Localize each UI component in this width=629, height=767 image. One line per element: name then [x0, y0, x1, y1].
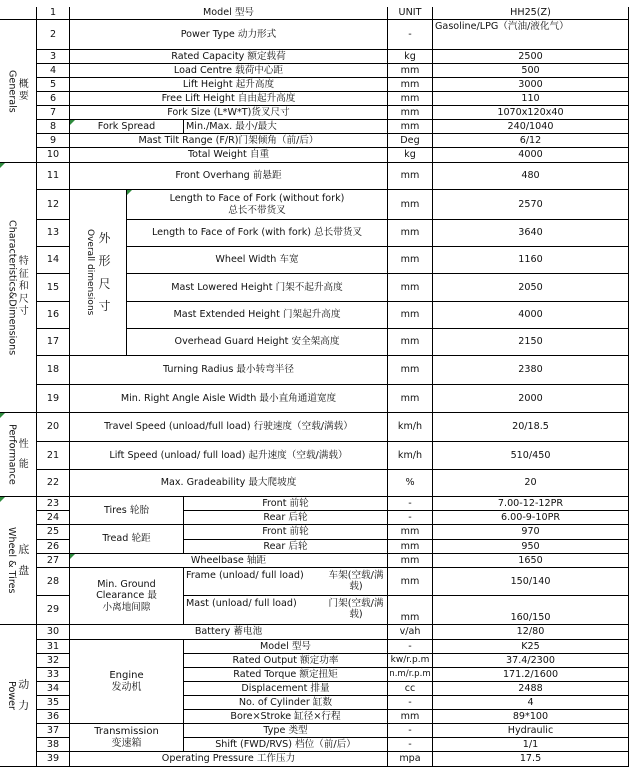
- group-characteristics: [0, 163, 37, 413]
- clearance-line-3: 小离地间隙: [102, 601, 151, 613]
- row-number: 36: [37, 710, 70, 724]
- row-label: Mast Lowered Height 门架不起升高度: [127, 274, 388, 302]
- row-value: 4000: [433, 302, 629, 329]
- row-unit: mm: [388, 163, 433, 190]
- row-label: [184, 596, 388, 625]
- row-number: 10: [37, 148, 70, 163]
- row-label: Rated Capacity 额定载荷: [70, 50, 388, 64]
- header-model: Model 型号: [70, 7, 388, 20]
- row-number: 24: [37, 511, 70, 525]
- row-label: Displacement 排量: [184, 682, 388, 696]
- row-unit: mm: [388, 568, 433, 596]
- row-label: Fork Size (L*W*T)货叉尺寸: [70, 106, 388, 120]
- row-number: 29: [37, 596, 70, 625]
- row-value: 2488: [433, 682, 629, 696]
- row-unit: mm: [388, 596, 433, 625]
- group-wheel-tires: [0, 497, 37, 625]
- row-unit: -: [388, 640, 433, 654]
- row-label: Shift (FWD/RVS) 档位（前/后）: [184, 738, 388, 752]
- row-label-cn: 车架(空载/满载): [328, 570, 384, 593]
- row-label: Wheelbase 轴距: [70, 554, 388, 568]
- row-number: 3: [37, 50, 70, 64]
- row-unit: mm: [388, 525, 433, 540]
- group-wheel-en: Wheel & Tires: [5, 527, 17, 594]
- row-unit: Deg: [388, 134, 433, 148]
- row-label: Type 类型: [184, 724, 388, 738]
- row-number: 31: [37, 640, 70, 654]
- row-number: 23: [37, 497, 70, 511]
- row-label: Turning Radius 最小转弯半径: [70, 356, 388, 385]
- row-label: Lift Speed (unload/ full load) 起升速度（空载/满载）: [70, 442, 388, 470]
- row-value: 17.5: [433, 752, 629, 767]
- row-value: 1070x120x40: [433, 106, 629, 120]
- group-performance-en: Performance: [6, 424, 18, 485]
- row-number: 12: [37, 190, 70, 220]
- row-value: 4000: [433, 148, 629, 163]
- row-value: 4: [433, 696, 629, 710]
- row-number: 19: [37, 385, 70, 413]
- row-label: Overhead Guard Height 安全架高度: [127, 329, 388, 356]
- subgroup-transmission: [70, 724, 184, 752]
- transmission-cn: 变速箱: [111, 737, 142, 749]
- row-label: Operating Pressure 工作压力: [70, 752, 388, 767]
- row-unit: mm: [388, 247, 433, 274]
- row-number: 37: [37, 724, 70, 738]
- header-value: HH25(Z): [433, 7, 629, 20]
- row-unit: mm: [388, 540, 433, 554]
- row-unit: -: [388, 738, 433, 752]
- row-label: Rear 后轮: [184, 540, 388, 554]
- row-number: 38: [37, 738, 70, 752]
- subgroup-tread: Tread 轮距: [70, 525, 184, 554]
- group-generals-cn: 概 要: [18, 78, 29, 102]
- subgroup-overall-dimensions: [70, 190, 127, 356]
- row-value: 970: [433, 525, 629, 540]
- group-characteristics-cn: 特征和尺寸: [18, 256, 29, 318]
- subgroup-overall-cn: 外形尺寸: [98, 230, 111, 314]
- group-wheel-cn: 底 盘: [18, 542, 30, 577]
- row-label: Rated Output 额定功率: [184, 654, 388, 668]
- row-unit: -: [388, 511, 433, 525]
- clearance-line-1: Min. Ground: [97, 579, 156, 591]
- group-generals: [0, 20, 37, 163]
- row-unit: km/h: [388, 413, 433, 442]
- row-number: 35: [37, 696, 70, 710]
- row-number: 22: [37, 470, 70, 497]
- row-unit: mm: [388, 78, 433, 92]
- row-number: 11: [37, 163, 70, 190]
- row-value: 2500: [433, 50, 629, 64]
- row-value: 240/1040: [433, 120, 629, 134]
- row-label-cn: 总长不带货叉: [228, 204, 286, 216]
- row-value: 950: [433, 540, 629, 554]
- group-generals-en: Generals: [6, 69, 18, 113]
- row-unit: cc: [388, 682, 433, 696]
- row-number: 1: [37, 7, 70, 20]
- row-value: 1650: [433, 554, 629, 568]
- row-label: Front 前轮: [184, 525, 388, 540]
- row-value: 2050: [433, 274, 629, 302]
- row-number: 27: [37, 554, 70, 568]
- row-unit: mm: [388, 356, 433, 385]
- row-value: 3640: [433, 220, 629, 247]
- row-label: Front Overhang 前悬距: [70, 163, 388, 190]
- row-label: Rear 后轮: [184, 511, 388, 525]
- row-number: 25: [37, 525, 70, 540]
- row-label: Mast Extended Height 门架起升高度: [127, 302, 388, 329]
- row-unit: mm: [388, 302, 433, 329]
- row-number: 4: [37, 64, 70, 78]
- row-value: Gasoline/LPG（汽油/液化气）: [433, 20, 629, 50]
- row-unit: %: [388, 470, 433, 497]
- row-unit: -: [388, 497, 433, 511]
- row-number: 2: [37, 20, 70, 50]
- row-number: 7: [37, 106, 70, 120]
- subgroup-tires: Tires 轮胎: [70, 497, 184, 525]
- row-label: Total Weight 自重: [70, 148, 388, 163]
- subgroup-overall-en: Overall dimensions: [85, 229, 95, 316]
- row-value: 20/18.5: [433, 413, 629, 442]
- row-value: 6/12: [433, 134, 629, 148]
- row-number: 15: [37, 274, 70, 302]
- row-number: 32: [37, 654, 70, 668]
- row-unit: -: [388, 696, 433, 710]
- row-unit: mm: [388, 220, 433, 247]
- row-label: No. of Cylinder 缸数: [184, 696, 388, 710]
- row-value: 510/450: [433, 442, 629, 470]
- row-unit: mm: [388, 329, 433, 356]
- transmission-en: Transmission: [94, 726, 159, 737]
- row-number: 39: [37, 752, 70, 767]
- clearance-line-2: Clearance 最: [96, 590, 157, 602]
- row-number: 16: [37, 302, 70, 329]
- row-number: 18: [37, 356, 70, 385]
- subgroup-engine: [70, 640, 184, 724]
- row-value: 12/80: [433, 625, 629, 640]
- row-value: 160/150: [433, 596, 629, 625]
- row-number: 20: [37, 413, 70, 442]
- row-label: Lift Height 起升高度: [70, 78, 388, 92]
- row-label: Power Type 动力形式: [70, 20, 388, 50]
- group-power: [0, 625, 37, 767]
- row-unit: kg: [388, 50, 433, 64]
- row-value: 37.4/2300: [433, 654, 629, 668]
- row-label-cn: 门架(空载/满载): [328, 598, 384, 621]
- row-value: 2000: [433, 385, 629, 413]
- row-unit: kw/r.p.m: [388, 654, 433, 668]
- row-unit: mm: [388, 274, 433, 302]
- row-label: Length to Face of Fork (with fork) 总长带货叉: [127, 220, 388, 247]
- row-unit: mm: [388, 120, 433, 134]
- row-unit: mm: [388, 64, 433, 78]
- row-unit: mm: [388, 190, 433, 220]
- row-unit: mm: [388, 710, 433, 724]
- engine-en: Engine: [109, 670, 144, 681]
- row-label: Front 前轮: [184, 497, 388, 511]
- row-value: 1160: [433, 247, 629, 274]
- row-value: 171.2/1600: [433, 668, 629, 682]
- row-number: 21: [37, 442, 70, 470]
- row-unit: mpa: [388, 752, 433, 767]
- group-power-en: Power: [5, 680, 17, 710]
- row-value: 89*100: [433, 710, 629, 724]
- row-label: Model 型号: [184, 640, 388, 654]
- row-value: 480: [433, 163, 629, 190]
- row-value: 2570: [433, 190, 629, 220]
- group-power-cn: 动 力: [18, 677, 30, 712]
- row-number: 17: [37, 329, 70, 356]
- row-unit: -: [388, 724, 433, 738]
- row-label: Max. Gradeability 最大爬坡度: [70, 470, 388, 497]
- row-number: 28: [37, 568, 70, 596]
- row-number: 6: [37, 92, 70, 106]
- row-label: Battery 蓄电池: [70, 625, 388, 640]
- subgroup-ground-clearance: [70, 568, 184, 625]
- row-value: 500: [433, 64, 629, 78]
- row-value: 110: [433, 92, 629, 106]
- row-label: Travel Speed (unload/full load) 行驶速度（空载/满载）: [70, 413, 388, 442]
- row-unit: mm: [388, 92, 433, 106]
- row-number: 33: [37, 668, 70, 682]
- row-number: 30: [37, 625, 70, 640]
- row-value: K25: [433, 640, 629, 654]
- group-performance: [0, 413, 37, 497]
- row-unit: km/h: [388, 442, 433, 470]
- row-unit: mm: [388, 106, 433, 120]
- row-unit: kg: [388, 148, 433, 163]
- row-value: 6.00-9-10PR: [433, 511, 629, 525]
- row-unit: mm: [388, 385, 433, 413]
- corner-cell: [0, 7, 37, 20]
- row-label-en: Length to Face of Fork (without fork): [169, 193, 345, 205]
- row-label-en: Frame (unload/ full load): [186, 570, 304, 581]
- row-number: 26: [37, 540, 70, 554]
- row-number: 13: [37, 220, 70, 247]
- row-number: 8: [37, 120, 70, 134]
- row-value: Hydraulic: [433, 724, 629, 738]
- row-unit: n.m/r.p.m: [388, 668, 433, 682]
- row-label: Fork Spread: [70, 120, 184, 134]
- row-label: Wheel Width 车宽: [127, 247, 388, 274]
- row-value: 150/140: [433, 568, 629, 596]
- top-header-fragment: [0, 0, 629, 7]
- row-number: 34: [37, 682, 70, 696]
- row-unit: mm: [388, 554, 433, 568]
- row-label: Free Lift Height 自由起升高度: [70, 92, 388, 106]
- row-label: Rated Torque 额定扭矩: [184, 668, 388, 682]
- row-unit: v/ah: [388, 625, 433, 640]
- row-label: Load Centre 载荷中心距: [70, 64, 388, 78]
- row-unit: -: [388, 20, 433, 50]
- row-number: 9: [37, 134, 70, 148]
- row-value: 2150: [433, 329, 629, 356]
- row-label: [127, 190, 388, 220]
- engine-cn: 发动机: [111, 681, 142, 693]
- group-performance-cn: 性 能: [18, 438, 29, 470]
- row-sublabel: Min./Max. 最小/最大: [184, 120, 388, 134]
- row-value: 3000: [433, 78, 629, 92]
- row-value: 20: [433, 470, 629, 497]
- row-value: 1/1: [433, 738, 629, 752]
- row-label: Min. Right Angle Aisle Width 最小直角通道宽度: [70, 385, 388, 413]
- row-label: Bore×Stroke 缸径×行程: [184, 710, 388, 724]
- row-value: 7.00-12-12PR: [433, 497, 629, 511]
- row-value: 2380: [433, 356, 629, 385]
- row-label-en: Mast (unload/ full load): [186, 598, 297, 609]
- group-characteristics-en: Characteristics&Dimensions: [6, 219, 18, 356]
- row-label: Mast Tilt Range (F/R)门架倾角（前/后）: [70, 134, 388, 148]
- row-number: 14: [37, 247, 70, 274]
- row-number: 5: [37, 78, 70, 92]
- row-label: [184, 568, 388, 596]
- header-unit: UNIT: [388, 7, 433, 20]
